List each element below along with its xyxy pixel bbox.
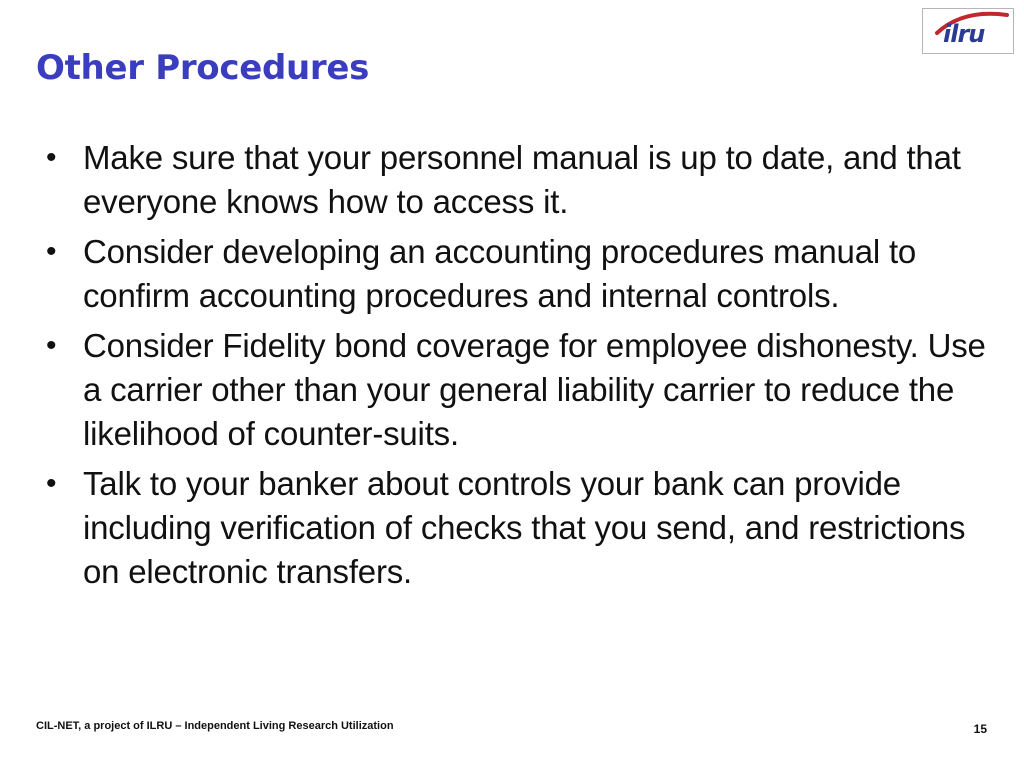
bullet-item-personnel-manual	[44, 136, 1004, 224]
footer-text: CIL-NET, a project of ILRU – Independent Living Research Utilization	[36, 720, 394, 732]
bullet-text: Talk to your banker about controls your bank can provide including verification of checks that you send, and restrictions on electronic transfers.	[83, 465, 966, 590]
logo-text: ilru	[943, 20, 985, 48]
bullet-marker: •	[46, 141, 57, 174]
bullet-item-fidelity-bond	[44, 324, 1004, 456]
bullet-marker: •	[46, 467, 57, 500]
bullet-item-accounting-manual	[44, 230, 1004, 318]
bullet-text: Make sure that your personnel manual is up to date, and that everyone knows how to access it.	[83, 139, 961, 220]
bullet-text: Consider Fidelity bond coverage for employee dishonesty. Use a carrier other than your general liability carrier to reduce the likelihood of counter-suits.	[83, 327, 986, 452]
ilru-logo	[922, 8, 1014, 54]
bullet-item-banker-controls	[44, 462, 1004, 594]
bullet-marker: •	[46, 235, 57, 268]
bullet-list	[44, 136, 1004, 600]
page-number: 15	[973, 722, 987, 736]
bullet-marker: •	[46, 329, 57, 362]
bullet-text: Consider developing an accounting procedures manual to confirm accounting procedures and internal controls.	[83, 233, 917, 314]
slide-title: Other Procedures	[36, 48, 370, 88]
